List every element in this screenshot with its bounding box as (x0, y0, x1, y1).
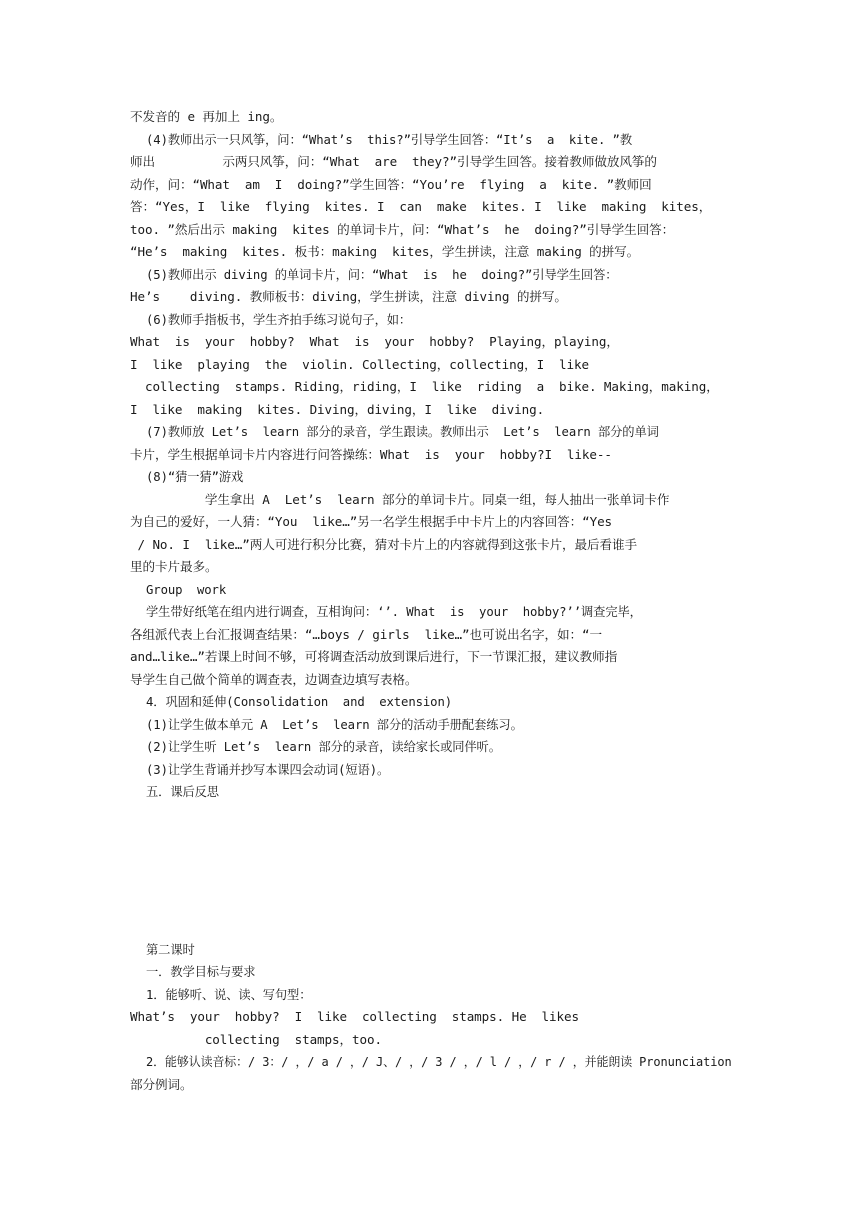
text-line: 师出 示两只风筝，问：“What are they?”引导学生回答。接着教师做放风筝的 (130, 154, 657, 169)
text-line: 五．课后反思 (146, 784, 219, 799)
text-line: 2．能够认读音标：/ 3：/ ，/ a / ，/ J、/ ，/ 3 / ，/ l / ，/ r / ，并能朗读 Pronunciation (146, 1054, 732, 1069)
text-line: He’s diving. 教师板书：diving，学生拼读，注意 diving 的拼写。 (130, 289, 567, 304)
text-line: (8)“猜一猜”游戏 (146, 469, 244, 484)
text-line: (4)教师出示一只风筝，问：“What’s this?”引导学生回答：“It’s a kite. ”教 (146, 132, 632, 147)
text-line: 答：“Yes，I like flying kites. I can make kites. I like making kites， (130, 199, 712, 214)
text-line: 部分例词。 (130, 1077, 193, 1092)
text-line: (3)让学生背诵并抄写本课四会动词(短语)。 (146, 762, 390, 777)
text-line: 学生拿出 A Let’s learn 部分的单词卡片。同桌一组，每人抽出一张单词卡作 (130, 492, 670, 507)
text-line: 导学生自己做个简单的调查表，边调查边填写表格。 (130, 672, 418, 687)
text-line: 动作，问：“What am I doing?”学生回答：“You’re flying a kite. ”教师回 (130, 177, 652, 192)
text-line: I like making kites. Diving，diving，I like diving. (130, 402, 545, 417)
text-line: collecting stamps. Riding，riding，I like riding a bike. Making，making， (130, 379, 719, 394)
text-line: (6)教师手指板书，学生齐拍手练习说句子，如： (146, 312, 412, 327)
text-line: and…like…”若课上时间不够，可将调查活动放到课后进行，下一节课汇报，建议教师指 (130, 649, 618, 664)
text-line: 1．能够听、说、读、写句型： (146, 987, 312, 1002)
text-line: / No. I like…”两人可进行积分比赛，猜对卡片上的内容就得到这张卡片，最后看谁手 (130, 537, 638, 552)
text-line: 卡片，学生根据单词卡片内容进行问答操练：What is your hobby?I like-- (130, 447, 612, 462)
text-line: collecting stamps，too. (130, 1032, 382, 1047)
text-line: 不发音的 e 再加上 ing。 (130, 109, 283, 124)
text-line: 第二课时 (146, 942, 195, 957)
text-line: 一．教学目标与要求 (146, 964, 256, 979)
text-line: 里的卡片最多。 (130, 559, 218, 574)
text-line: (7)教师放 Let’s learn 部分的录音，学生跟读。教师出示 Let’s learn 部分的单词 (146, 424, 659, 439)
text-line: What’s your hobby? I like collecting stamps. He likes (130, 1009, 579, 1024)
text-line: 为自己的爱好，一人猜：“You like…”另一名学生根据手中卡片上的内容回答：“Yes (130, 514, 613, 529)
text-line: 学生带好纸笔在组内进行调查，互相询问：‘’. What is your hobby?’’调查完毕， (146, 604, 642, 619)
text-line: (5)教师出示 diving 的单词卡片，问：“What is he doing?”引导学生回答： (146, 267, 618, 282)
text-line: 各组派代表上台汇报调查结果：“…boys / girls like…”也可说出名字，如：“一 (130, 627, 602, 642)
text-line: too. ”然后出示 making kites 的单词卡片，问：“What’s he doing?”引导学生回答： (130, 222, 675, 237)
text-line: (2)让学生听 Let’s learn 部分的录音，读给家长或同伴听。 (146, 739, 501, 754)
text-line: Group work (146, 582, 227, 597)
text-line: I like playing the violin. Collecting，collecting，I like (130, 357, 589, 372)
text-line: What is your hobby? What is your hobby? Playing，playing， (130, 334, 619, 349)
text-line: 4．巩固和延伸(Consolidation and extension) (146, 694, 453, 709)
text-line: (1)让学生做本单元 A Let’s learn 部分的活动手册配套练习。 (146, 717, 523, 732)
text-line: “He’s making kites. 板书：making kites，学生拼读，注意 making 的拼写。 (130, 244, 640, 259)
